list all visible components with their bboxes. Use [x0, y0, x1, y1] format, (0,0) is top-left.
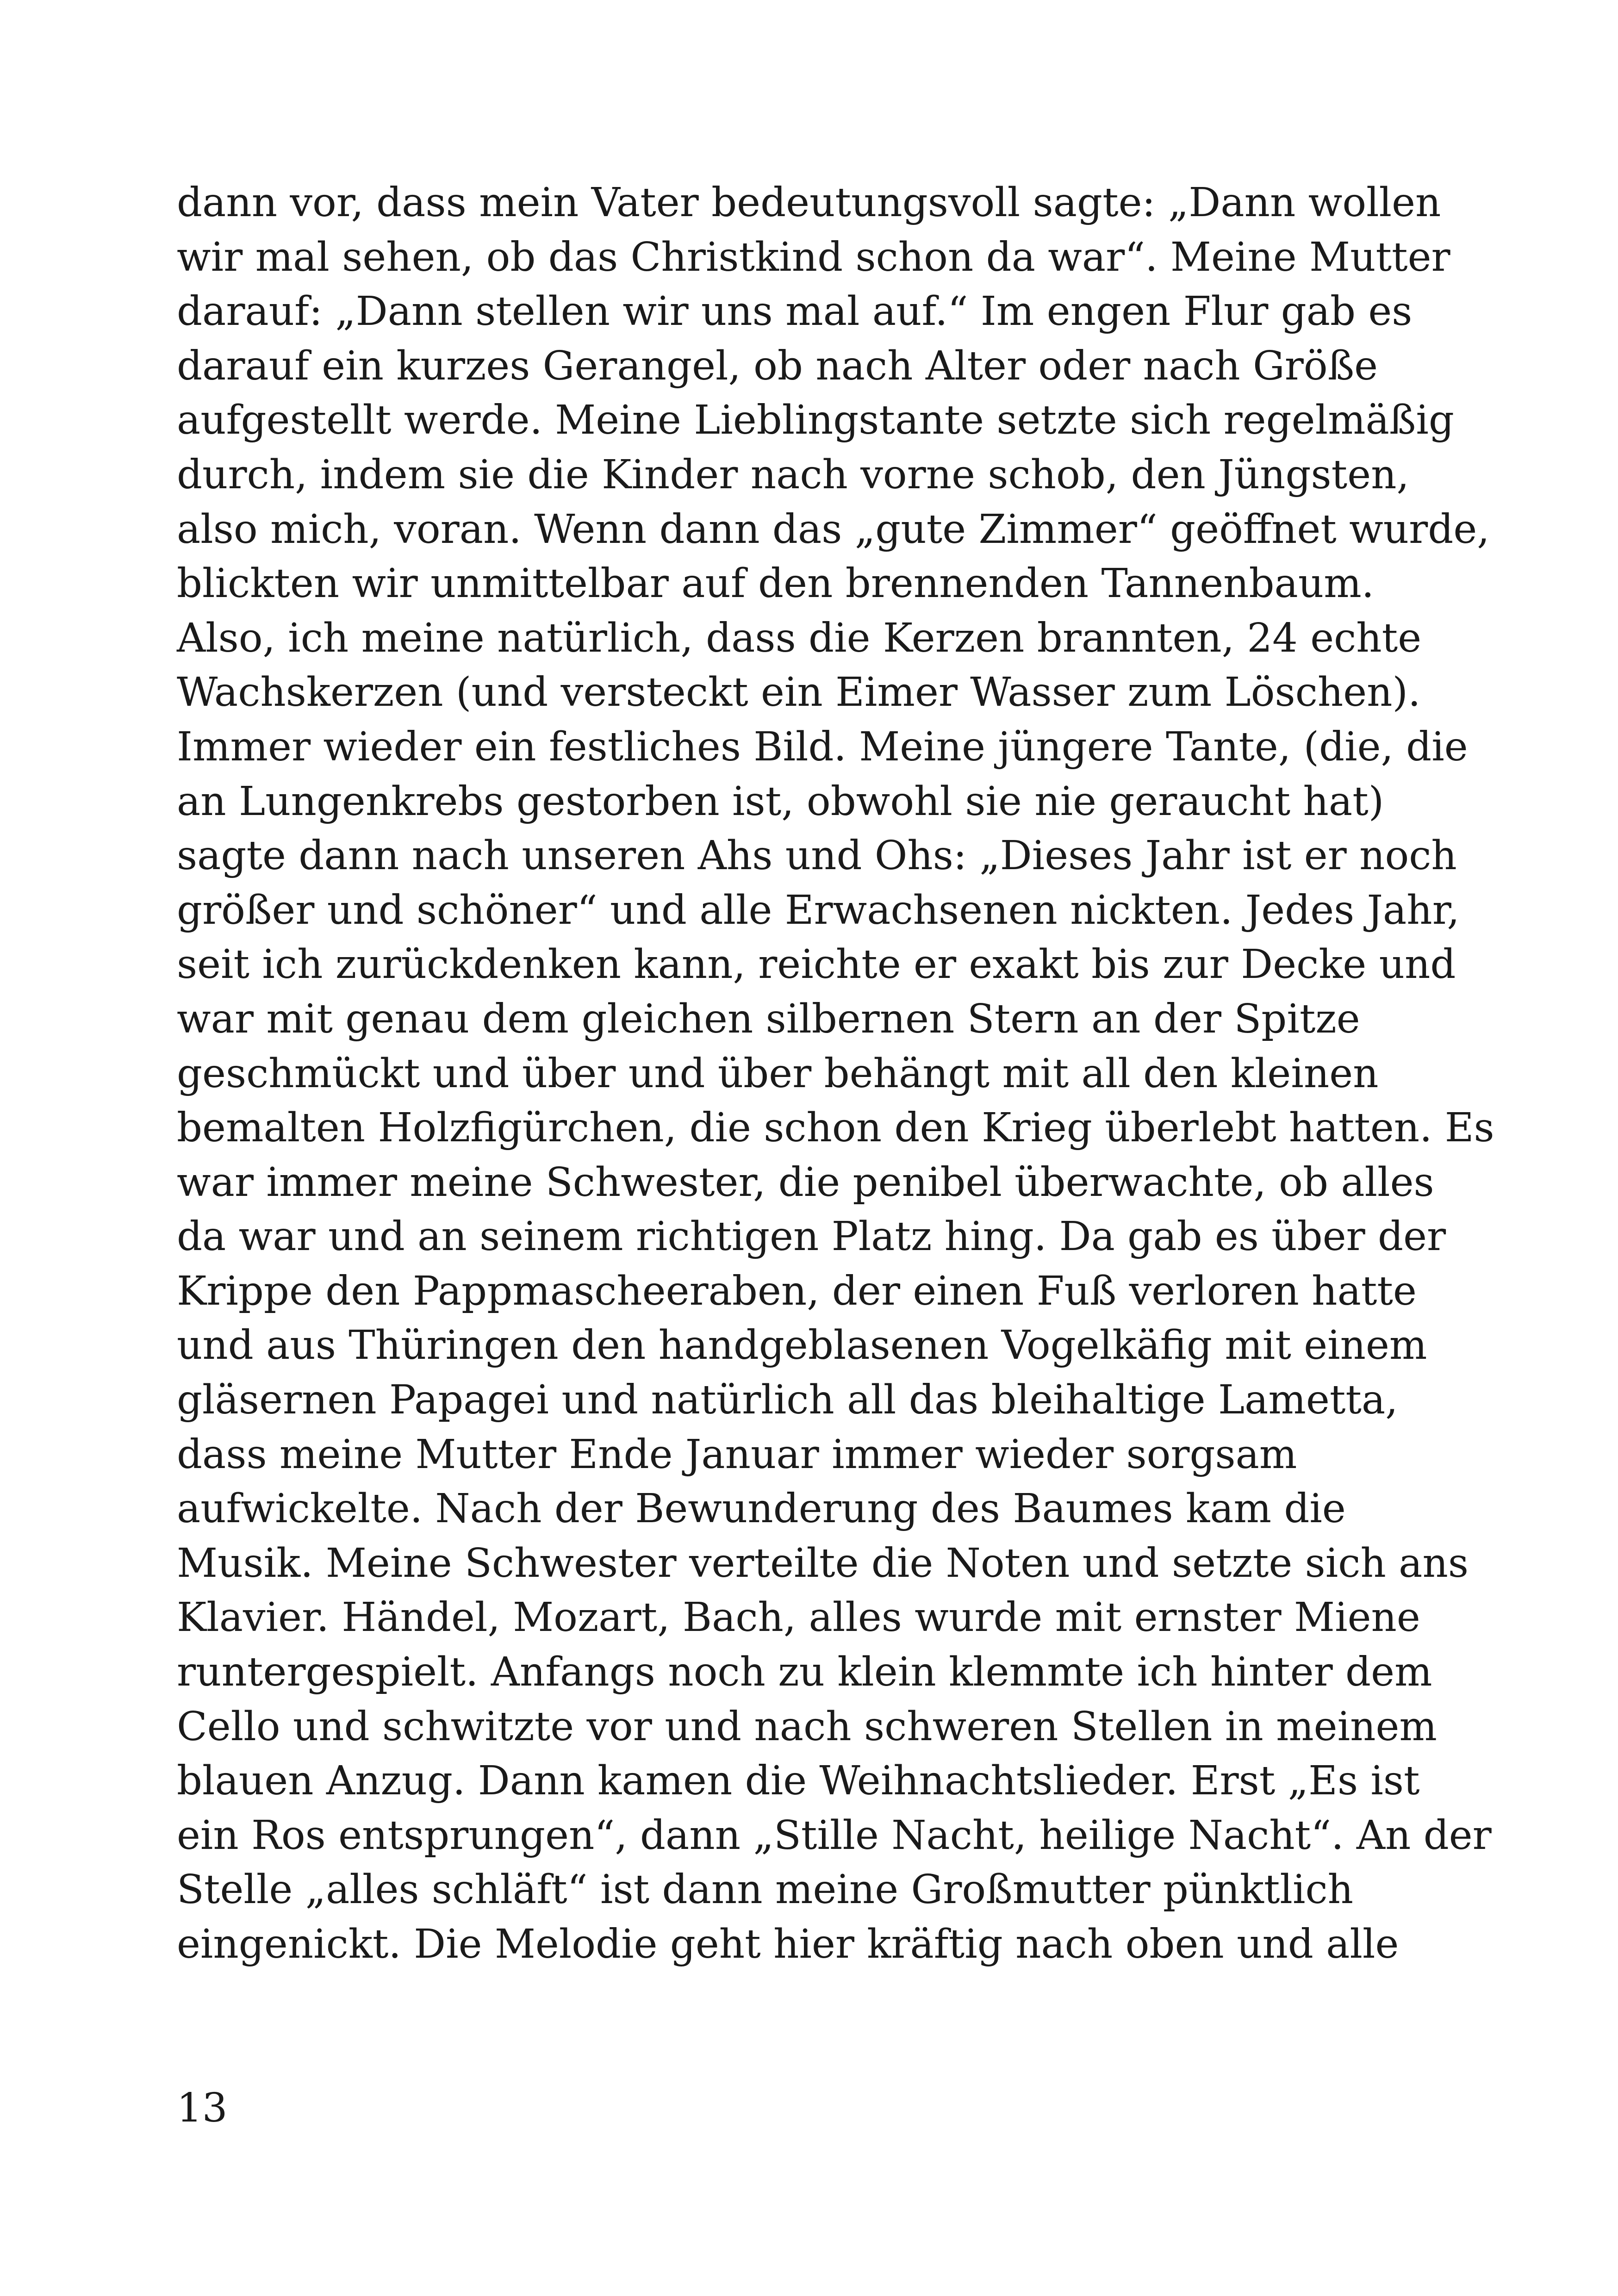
text-line: Also, ich meine natürlich, dass die Kerzen brannten, 24 echte: [177, 615, 1422, 661]
text-line: durch, indem sie die Kinder nach vorne schob, den Jüngsten,: [177, 451, 1409, 498]
text-line: größer und schöner“ und alle Erwachsenen nickten. Jedes Jahr,: [177, 887, 1460, 933]
text-line: Klavier. Händel, Mozart, Bach, alles wurde mit ernster Miene: [177, 1594, 1420, 1641]
text-line: aufwickelte. Nach der Bewunderung des Baumes kam die: [177, 1486, 1346, 1532]
text-line: darauf ein kurzes Gerangel, ob nach Alter oder nach Größe: [177, 342, 1378, 389]
text-line: also mich, voran. Wenn dann das „gute Zimmer“ geöffnet wurde,: [177, 506, 1490, 553]
text-line: darauf: „Dann stellen wir uns mal auf.“ Im engen Flur gab es: [177, 288, 1413, 335]
text-line: eingenickt. Die Melodie geht hier kräftig nach oben und alle: [177, 1921, 1399, 1967]
text-line: da war und an seinem richtigen Platz hing. Da gab es über der: [177, 1213, 1446, 1260]
text-line: Krippe den Pappmascheeraben, der einen Fuß verloren hatte: [177, 1268, 1417, 1314]
text-line: war mit genau dem gleichen silbernen Stern an der Spitze: [177, 996, 1360, 1042]
text-line: runtergespielt. Anfangs noch zu klein klemmte ich hinter dem: [177, 1649, 1432, 1696]
text-line: dass meine Mutter Ende Januar immer wieder sorgsam: [177, 1431, 1297, 1478]
text-line: Cello und schwitzte vor und nach schweren Stellen in meinem: [177, 1703, 1437, 1750]
body-text: [177, 176, 1565, 1972]
text-line: Stelle „alles schläft“ ist dann meine Großmutter pünktlich: [177, 1867, 1353, 1913]
text-line: seit ich zurückdenken kann, reichte er exakt bis zur Decke und: [177, 941, 1456, 988]
text-line: war immer meine Schwester, die penibel überwachte, ob alles: [177, 1159, 1434, 1206]
text-line: Immer wieder ein festliches Bild. Meine jüngere Tante, (die, die: [177, 723, 1468, 770]
text-line: geschmückt und über und über behängt mit all den kleinen: [177, 1050, 1379, 1097]
text-line: sagte dann nach unseren Ahs und Ohs: „Dieses Jahr ist er noch: [177, 833, 1457, 879]
text-line: gläsernen Papagei und natürlich all das bleihaltige Lametta,: [177, 1377, 1398, 1424]
text-line: ein Ros entsprungen“, dann „Stille Nacht, heilige Nacht“. An der: [177, 1812, 1492, 1859]
text-line: an Lungenkrebs gestorben ist, obwohl sie nie geraucht hat): [177, 778, 1384, 825]
text-line: blauen Anzug. Dann kamen die Weihnachtslieder. Erst „Es ist: [177, 1758, 1420, 1804]
text-line: Wachskerzen (und versteckt ein Eimer Wasser zum Löschen).: [177, 669, 1421, 716]
text-line: aufgestellt werde. Meine Lieblingstante setzte sich regelmäßig: [177, 397, 1454, 444]
text-line: und aus Thüringen den handgeblasenen Vogelkäfig mit einem: [177, 1322, 1427, 1369]
page-number: 13: [177, 2085, 228, 2131]
text-line: wir mal sehen, ob das Christkind schon da war“. Meine Mutter: [177, 234, 1450, 280]
text-line: Musik. Meine Schwester verteilte die Noten und setzte sich ans: [177, 1540, 1469, 1587]
text-line: bemalten Holzfigürchen, die schon den Krieg überlebt hatten. Es: [177, 1105, 1494, 1151]
text-line: dann vor, dass mein Vater bedeutungsvoll sagte: „Dann wollen: [177, 180, 1441, 226]
text-line: blickten wir unmittelbar auf den brennenden Tannenbaum.: [177, 560, 1375, 607]
